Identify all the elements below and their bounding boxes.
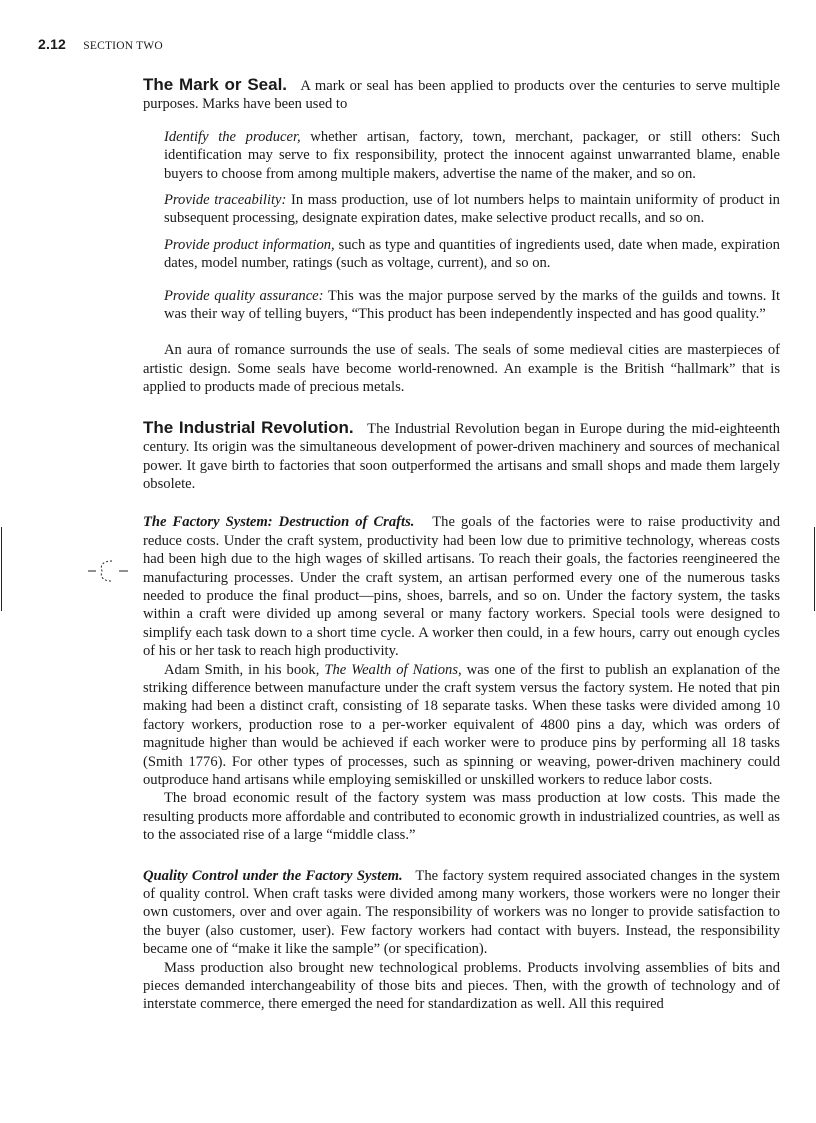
list-item: Identify the producer, whether artisan, factory, town, merchant, packager, or still others: Such identification may serve to fix responsibility, protect the innocent against unwarranted blame, enable buyers to choose from among multiple makers, advertise the name of the maker, and so on. xyxy=(164,128,780,182)
mass-production-paragraph: Mass production also brought new technological problems. Products involving assemblies of bits and pieces demanded interchangeability of those bits and pieces. Then, with the growth of technology and of interstate commerce, there emerged the need for standardization as well. All this required xyxy=(143,959,780,1013)
factory-system-paragraph: The Factory System: Destruction of Crafts. The goals of the factories were to raise productivity and reduce costs. Under the craft system, productivity had been low due to primitive technology, whereas costs had been high due to the high wages of skilled artisans. To reach their goals, the factories reengineered the manufacturing processes. Under the craft system, an artisan performed every one of the numerous tasks needed to produce the final product—pins, shoes, barrels, and so on. Under the factory system, the tasks within a craft were divided up among several or many factory workers. Special tools were designed to simplify each task down to a short time cycle. A worker then could, in a few hours, carry out enough cycles of his or her task to reach high productivity. xyxy=(143,514,780,660)
economic-result-paragraph: The broad economic result of the factory system was mass production at low costs. This made the resulting products more affordable and contributed to economic growth in industrialized countries, as well as to the associated rise of a large “middle class.” xyxy=(143,790,780,844)
page-body xyxy=(143,76,780,1014)
section-heading-industrial-revolution: The Industrial Revolution. xyxy=(143,417,354,437)
industrial-revolution-paragraph: The Industrial Revolution. The Industrial Revolution began in Europe during the mid-eighteenth century. Its origin was the simultaneous development of power-driven machinery and sources of mechanical power. It gave birth to factories that soon outperformed the artisans and small shops and made them largely obsolete. xyxy=(143,417,780,492)
section-label: SECTION TWO xyxy=(83,40,163,52)
list-item: Provide quality assurance: This was the major purpose served by the marks of the guilds and towns. It was their way of telling buyers, “This product has been independently inspected and has good quality.” xyxy=(164,287,780,323)
list-item: Provide traceability: In mass production, use of lot numbers helps to maintain uniformity of product in subsequent processing, designate expiration dates, make selective product recalls, and so on. xyxy=(164,192,780,227)
list-item: Provide product information, such as type and quantities of ingredients used, date when made, expiration dates, model number, ratings (such as voltage, current), and so on. xyxy=(164,236,780,272)
seals-paragraph: An aura of romance surrounds the use of seals. The seals of some medieval cities are masterpieces of artistic design. Some seals have become world-renowned. An example is the British “hallmark” that is applied to products made of precious metals. xyxy=(143,342,780,396)
margin-insert-icon xyxy=(88,556,128,586)
book-title: The Wealth of Nations, xyxy=(324,661,462,678)
right-change-bar xyxy=(814,527,815,611)
page-number: 2.12 xyxy=(38,36,67,52)
adam-smith-paragraph: Adam Smith, in his book, The Wealth of Nations, was one of the first to publish an explanation of the striking difference between manufacture under the craft system versus the factory system. He noted that pin making had been a distinct craft, consisting of 18 separate tasks. When these tasks were divided among 10 factory workers, production rose to a per-worker equivalent of 4800 pins a day, which was orders of magnitude higher than would be achieved if each worker were to produce pins by performing all 18 tasks (Smith 1776). For other types of processes, such as spinning or weaving, power-driven machinery could outproduce hand artisans while employing semiskilled or unskilled workers to reduce labor costs. xyxy=(143,661,780,788)
running-head xyxy=(38,36,163,53)
mark-seal-intro: The Mark or Seal. A mark or seal has been applied to products over the centuries to serve multiple purposes. Marks have been used to xyxy=(143,75,780,113)
subsection-heading-quality-control: Quality Control under the Factory System. xyxy=(143,867,403,884)
section-heading-mark-seal: The Mark or Seal. xyxy=(143,75,288,94)
subsection-heading-factory-system: The Factory System: Destruction of Crafts. xyxy=(143,514,415,531)
left-change-bar xyxy=(1,527,2,611)
quality-control-paragraph: Quality Control under the Factory System. The factory system required associated changes in the system of quality control. When craft tasks were divided among many workers, those workers were no longer their own customers, over and over again. The responsibility of workers was no longer to provide satisfaction to the buyer (also customer, user). Few factory workers had contact with buyers. Instead, the responsibility became one of “make it like the sample” (or specification). xyxy=(143,867,780,958)
mark-purposes-list xyxy=(143,128,780,324)
